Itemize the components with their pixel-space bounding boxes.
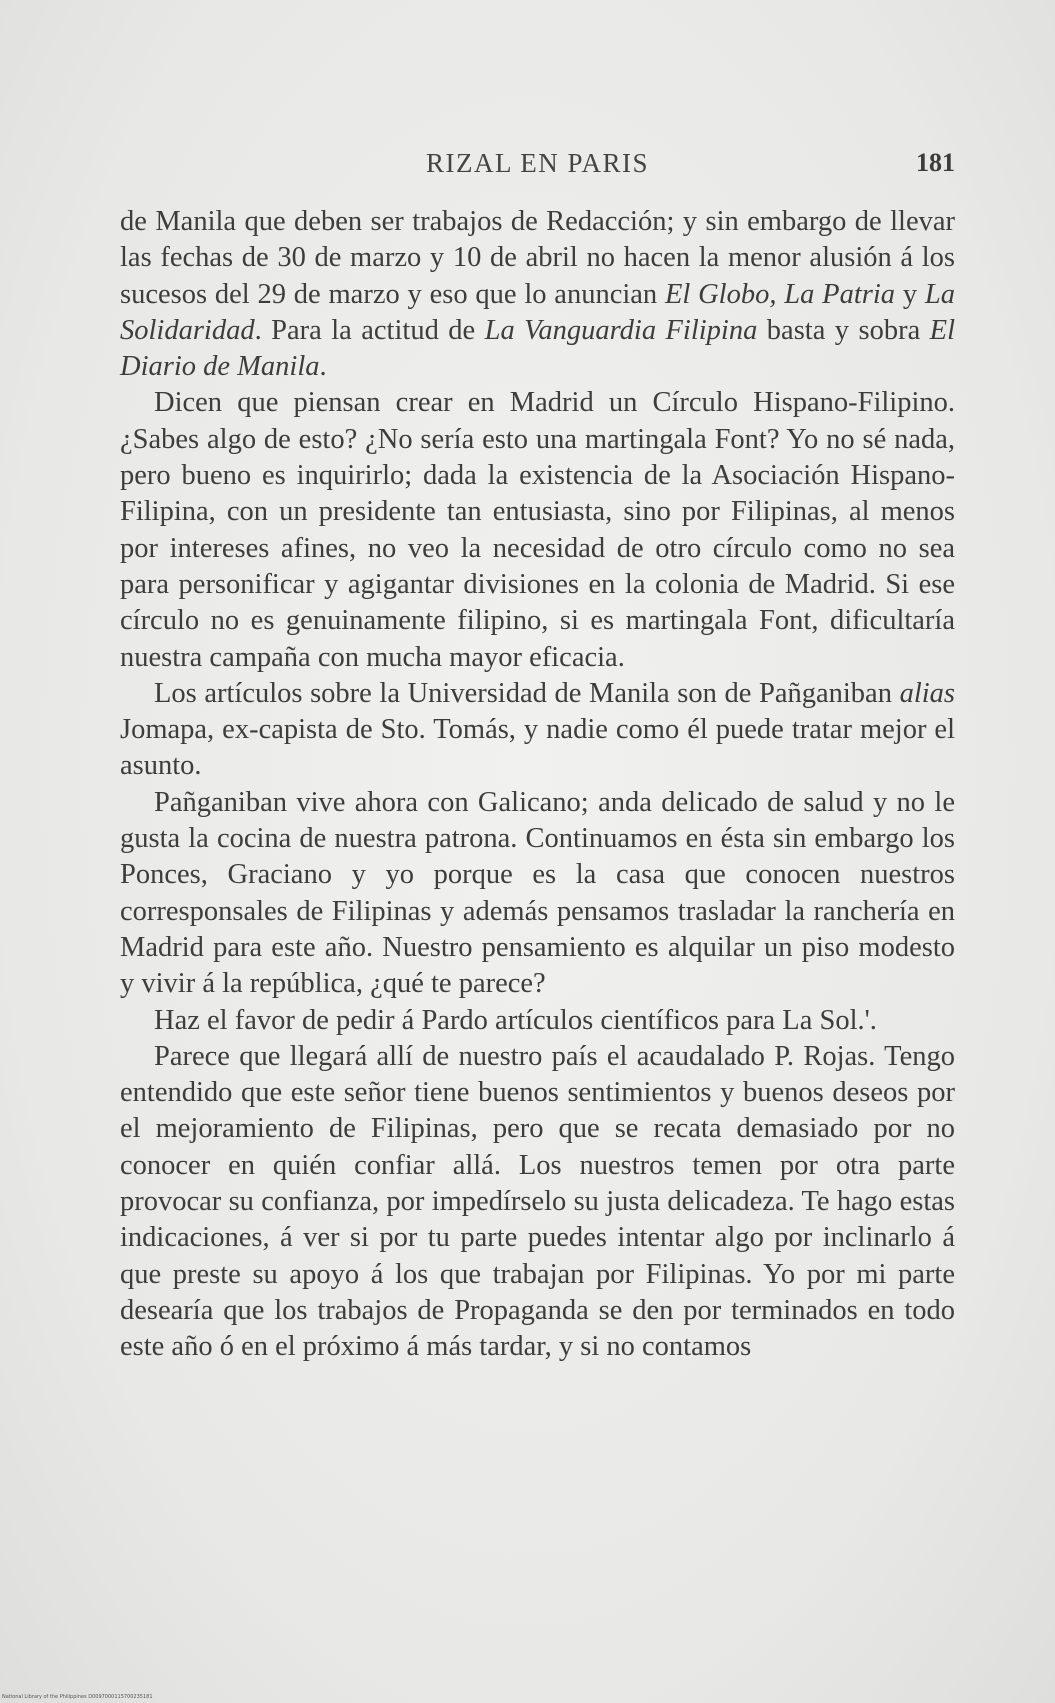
paragraph-1-text-e: . xyxy=(319,351,327,383)
paragraph-4: Pañganiban vive ahora con Galicano; anda delicado de salud y no le gusta la cocina de nuestra patrona. Continuamos en ésta sin embargo los Ponces, Graciano y yo porque es la casa que conocen nuestros corresponsales de Filipinas y además pensamos trasladar la ranchería en Madrid para este año. Nuestro pensamiento es alquilar un piso modesto y vivir á la república, ¿qué te parece? xyxy=(120,786,955,1000)
paragraph-1-text-a: de Manila que deben ser trabajos de Redacción; y sin embargo de llevar las fechas de 30 de marzo y 10 de abril no hacen la menor alusión á los sucesos del 29 de marzo y eso que lo anuncian xyxy=(120,206,955,310)
body-text xyxy=(120,204,955,1366)
paragraph-1-text-b: y xyxy=(895,278,925,310)
paragraph-1-italic-1: El Globo, La Patria xyxy=(664,278,896,310)
paragraph-3-italic-1: alias xyxy=(899,677,955,709)
paragraph-2: Dicen que piensan crear en Madrid un Círculo Hispano-Filipino. ¿Sabes algo de esto? ¿No sería esto una martingala Font? Yo no sé nada, pero bueno es inquirirlo; dada la existencia de la Asociación Hispano-Filipina, con un presidente tan entusiasta, sino por Filipinas, al menos por intereses afines, no veo la necesidad de otro círculo como no sea para personificar y agigantar divisiones en la colonia de Madrid. Si ese círculo no es genuinamente filipino, si es martingala Font, dificultaría nuestra campaña con mucha mayor eficacia. xyxy=(120,387,955,673)
paragraph-3 xyxy=(120,676,955,785)
paragraph-1-italic-2: La Solidaridad xyxy=(120,278,955,346)
paragraph-1-italic-3: La Vanguardia Filipina xyxy=(484,314,758,346)
paragraph-1-text-c: . Para la actitud de xyxy=(254,314,485,346)
running-title: RIZAL EN PARIS xyxy=(425,148,650,178)
scan-credit: National Library of the Philippines D0097000115700235181 xyxy=(2,1694,153,1700)
paragraph-3-text-a: Los artículos sobre la Universidad de Manila son de Pañganiban xyxy=(154,677,900,709)
paragraph-5: Haz el favor de pedir á Pardo artículos científicos para La Sol.'. xyxy=(154,1004,877,1036)
paragraph-6: Parece que llegará allí de nuestro país el acaudalado P. Rojas. Tengo entendido que este señor tiene buenos sentimientos y buenos deseos por el mejoramiento de Filipinas, pero que se recata demasiado por no conocer en quién confiar allá. Los nuestros temen por otra parte provocar su confianza, por impedírselo su justa delicadeza. Te hago estas indicaciones, á ver si por tu parte puedes intentar algo por inclinarlo á que preste su apoyo á los que trabajan por Filipinas. Yo por mi parte desearía que los trabajos de Propaganda se den por terminados en todo este año ó en el próximo á más tardar, y si no contamos xyxy=(120,1040,955,1363)
paragraph-1-text-d: basta y sobra xyxy=(757,314,930,346)
running-head xyxy=(120,148,955,188)
paragraph-1 xyxy=(120,204,955,385)
paragraph-3-text-b: Jomapa, ex-capista de Sto. Tomás, y nadie como él puede tratar mejor el asunto. xyxy=(120,714,955,782)
page-number: 181 xyxy=(916,148,955,177)
paragraph-1-italic-4: El Diario de Manila xyxy=(120,314,955,383)
